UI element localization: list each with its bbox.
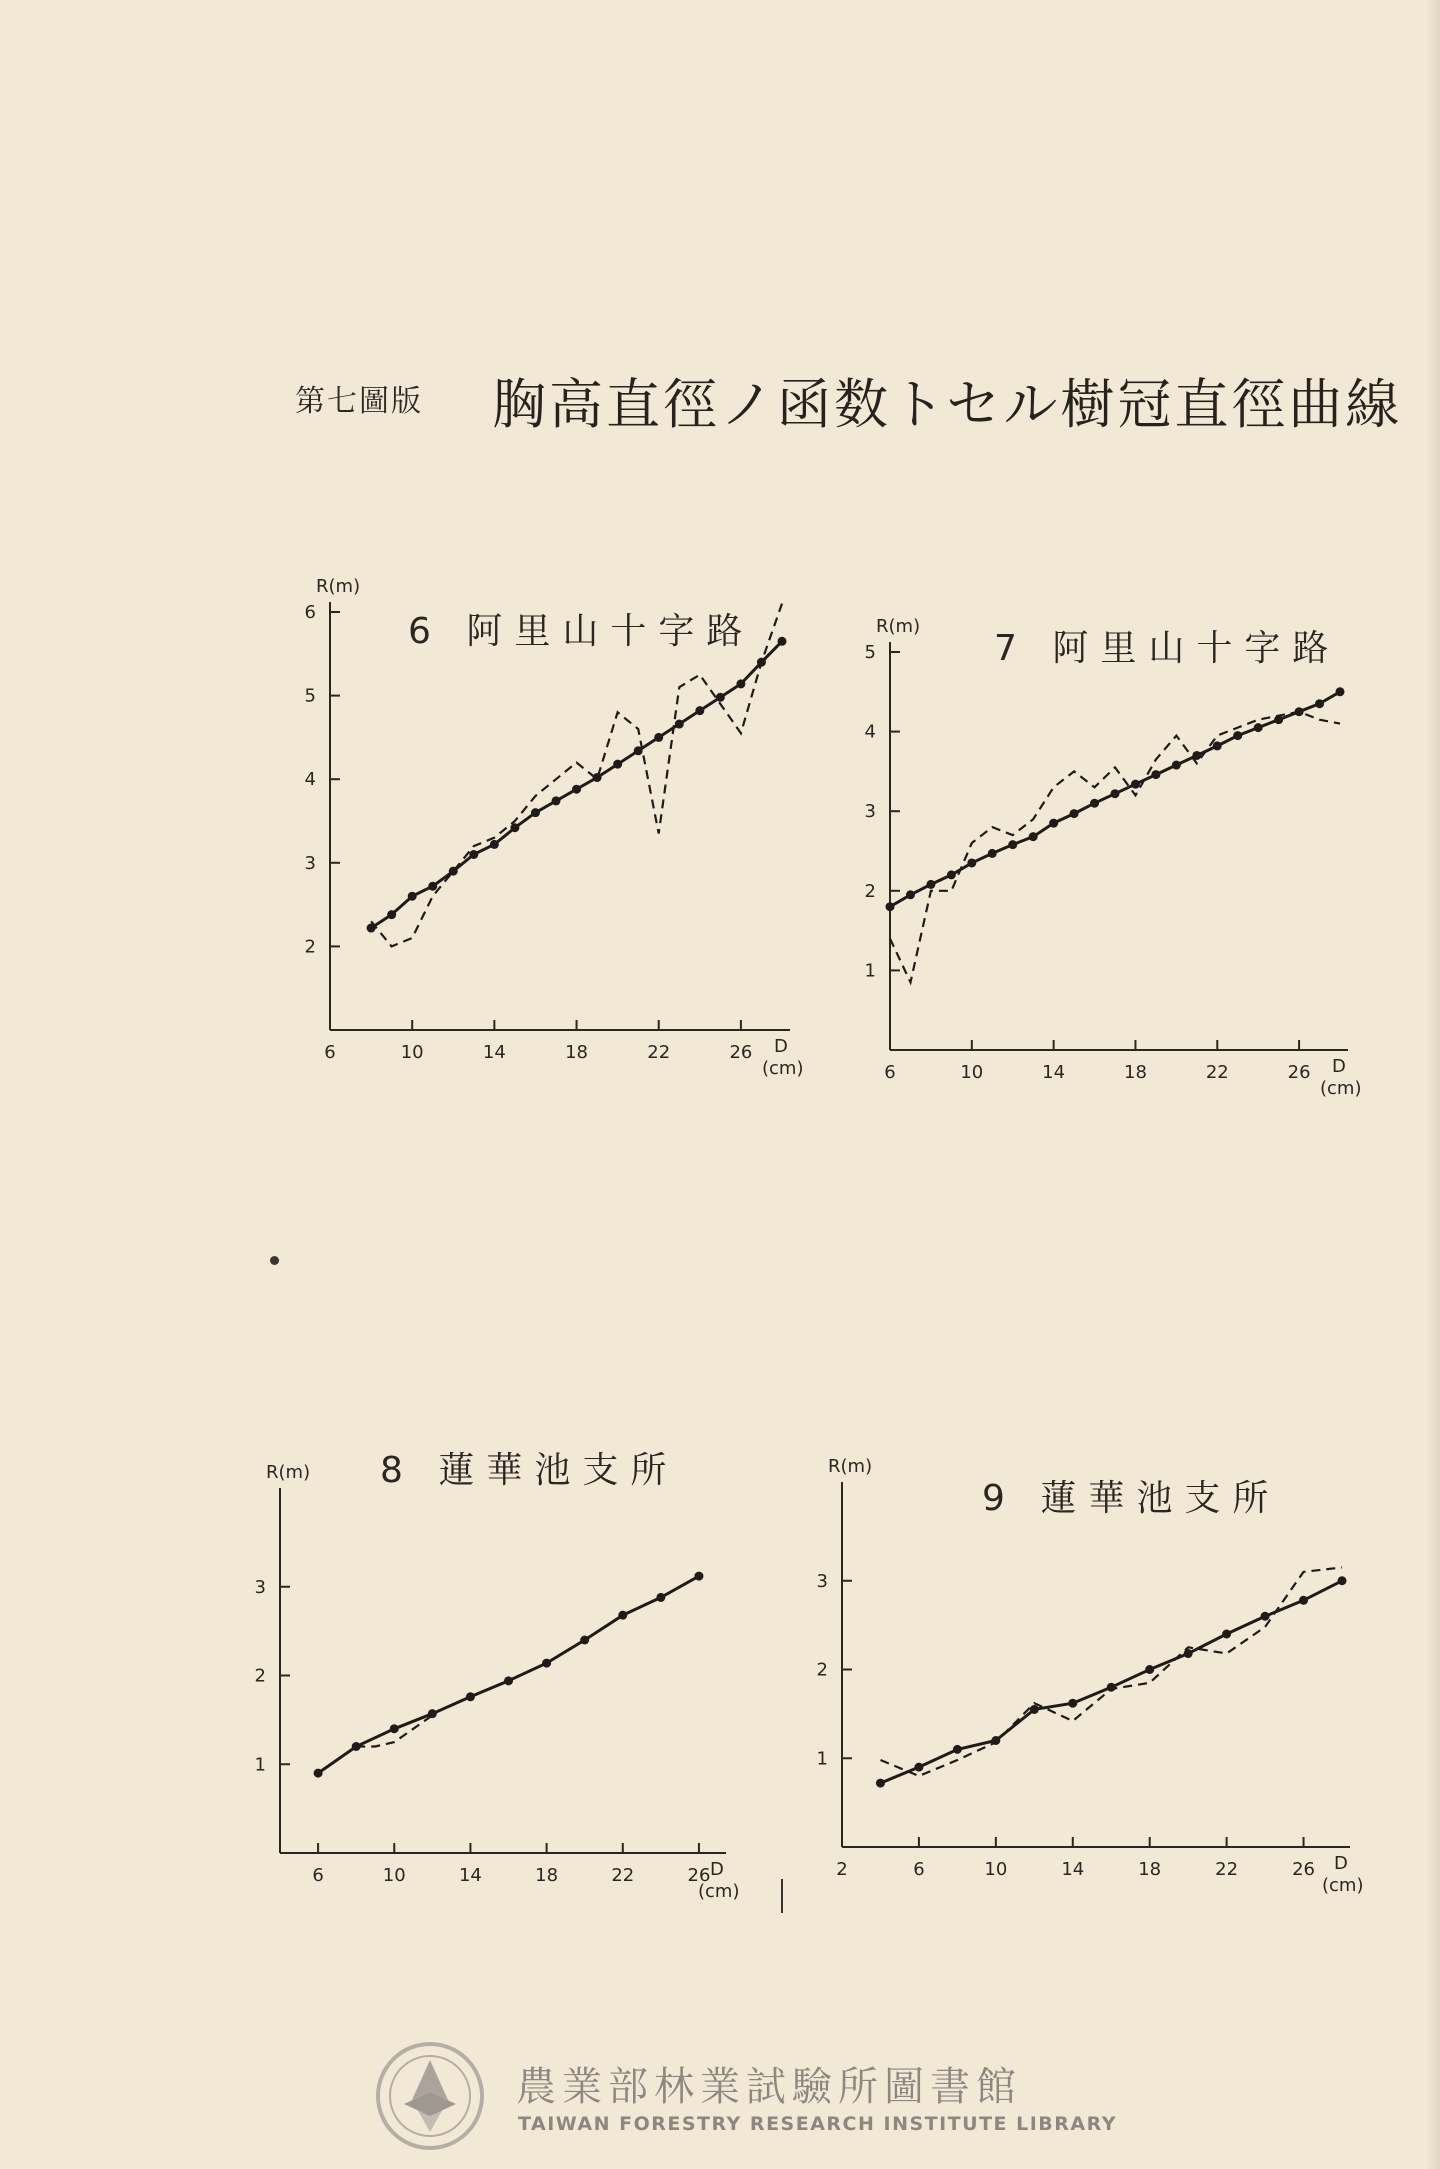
data-point [1070,809,1079,818]
data-point [390,1724,399,1733]
data-point [531,808,540,817]
series-smoothed-line [318,1576,699,1773]
data-point [1172,761,1181,770]
y-tick-label: 1 [816,1748,828,1770]
y-axis-label: R(m) [316,576,361,597]
data-point [716,693,725,702]
library-seal-icon [374,2040,486,2152]
y-tick-label: 1 [254,1754,266,1776]
data-point [736,679,745,688]
y-axis-label: R(m) [828,1456,873,1477]
data-point [469,850,478,859]
y-tick-label: 2 [254,1665,266,1687]
series-smoothed-line [890,692,1340,907]
data-point [778,637,787,646]
plate-label: 第七圖版 [295,384,423,419]
data-point [618,1611,627,1620]
data-point [1315,699,1324,708]
data-point [675,720,684,729]
data-point [1222,1630,1231,1639]
data-point [1068,1699,1077,1708]
x-tick-label: 14 [1042,1062,1066,1083]
x-tick-label: 6 [884,1062,896,1083]
x-axis-label: D [710,1859,724,1880]
data-point [1029,832,1038,841]
y-tick-label: 2 [304,936,316,958]
data-point [542,1659,551,1668]
series-observed-line [890,712,1340,983]
x-tick-label: 26 [1292,1859,1315,1880]
data-point [428,882,437,891]
x-axis-unit: (cm) [762,1058,804,1079]
data-point [580,1636,589,1645]
y-tick-label: 6 [304,602,316,623]
data-point [1151,770,1160,779]
y-axis-label: R(m) [876,616,921,637]
y-tick-label: 3 [864,801,876,823]
data-point [613,760,622,769]
chart-6 [305,576,804,1079]
x-tick-label: 18 [535,1865,559,1886]
data-point [1336,687,1345,696]
y-tick-label: 2 [816,1659,828,1681]
x-tick-label: 10 [960,1062,984,1083]
chart-8-title: 8 蓮華池支所 [380,1450,679,1491]
x-tick-label: 26 [1287,1062,1311,1083]
x-tick-label: 22 [1205,1062,1229,1083]
x-tick-label: 22 [611,1865,635,1886]
chart-8 [255,1462,740,1902]
data-point [1213,741,1222,750]
x-tick-label: 22 [1215,1859,1239,1880]
data-point [1090,799,1099,808]
data-point [1049,819,1058,828]
x-tick-label: 26 [687,1865,711,1886]
data-point [694,1572,703,1581]
x-tick-label: 18 [565,1042,588,1063]
x-tick-label: 2 [836,1859,848,1880]
data-point [886,902,895,911]
chart-6-title: 6 阿里山十字路 [408,611,755,652]
chart-9-title: 9 蓮華池支所 [982,1478,1281,1519]
data-point [967,858,976,867]
series-observed-line [881,1567,1343,1776]
chart-7 [865,616,1362,1099]
x-axis-unit: (cm) [1320,1078,1362,1099]
data-point [1131,780,1140,789]
plate-title: 胸高直徑ノ函数トセル樹冠直徑曲線 [492,373,1403,436]
y-tick-label: 4 [864,721,876,743]
x-tick-label: 10 [984,1859,1008,1880]
series-smoothed-line [881,1581,1343,1783]
data-point [876,1779,885,1788]
data-point [1338,1576,1347,1585]
data-point [656,1593,665,1602]
data-point [953,1745,962,1754]
data-point [1111,789,1120,798]
chart-9 [817,1456,1364,1896]
data-point [466,1692,475,1701]
data-point [314,1769,323,1778]
x-axis-label: D [774,1036,788,1057]
y-tick-label: 3 [254,1576,266,1598]
y-tick-label: 3 [816,1570,828,1592]
x-tick-label: 14 [1061,1859,1085,1880]
x-tick-label: 6 [324,1042,336,1063]
data-point [1261,1612,1270,1621]
y-tick-label: 1 [864,960,876,982]
page-mark [781,1879,783,1913]
data-point [408,892,417,901]
x-tick-label: 6 [312,1865,324,1886]
data-point [490,840,499,849]
y-axis-label: R(m) [266,1462,311,1483]
y-tick-label: 4 [304,769,316,791]
data-point [1299,1596,1308,1605]
data-point [504,1676,513,1685]
x-tick-label: 18 [1138,1859,1162,1880]
x-axis-label: D [1334,1853,1348,1874]
chart-7-title: 7 阿里山十字路 [994,628,1341,669]
x-axis-unit: (cm) [698,1881,740,1902]
data-point [1008,840,1017,849]
data-point [1233,731,1242,740]
y-tick-label: 5 [864,642,876,663]
data-point [695,706,704,715]
data-point [654,733,663,742]
data-point [552,796,561,805]
library-name: 農業部林業試驗所圖書館 [516,2064,1022,2110]
stray-ink-dot [270,1256,279,1265]
data-point [1254,723,1263,732]
data-point [914,1763,923,1772]
x-tick-label: 10 [400,1042,424,1063]
data-point [572,785,581,794]
data-point [926,880,935,889]
x-axis-label: D [1332,1056,1346,1077]
x-tick-label: 14 [458,1865,482,1886]
series-observed-line [371,604,782,947]
data-point [988,849,997,858]
x-tick-label: 22 [647,1042,671,1063]
data-point [906,890,915,899]
y-tick-label: 3 [304,852,316,874]
data-point [1145,1665,1154,1674]
x-tick-label: 14 [482,1042,506,1063]
x-tick-label: 18 [1124,1062,1147,1083]
x-tick-label: 6 [913,1859,925,1880]
x-axis-unit: (cm) [1322,1875,1364,1896]
y-tick-label: 5 [304,685,316,707]
x-tick-label: 10 [382,1865,406,1886]
library-name-en: TAIWAN FORESTRY RESEARCH INSTITUTE LIBRARY [518,2113,1117,2135]
x-tick-label: 26 [729,1042,753,1063]
y-tick-label: 2 [864,880,876,902]
data-point [1184,1649,1193,1658]
data-point [387,910,396,919]
data-point [1030,1705,1039,1714]
data-point [947,870,956,879]
